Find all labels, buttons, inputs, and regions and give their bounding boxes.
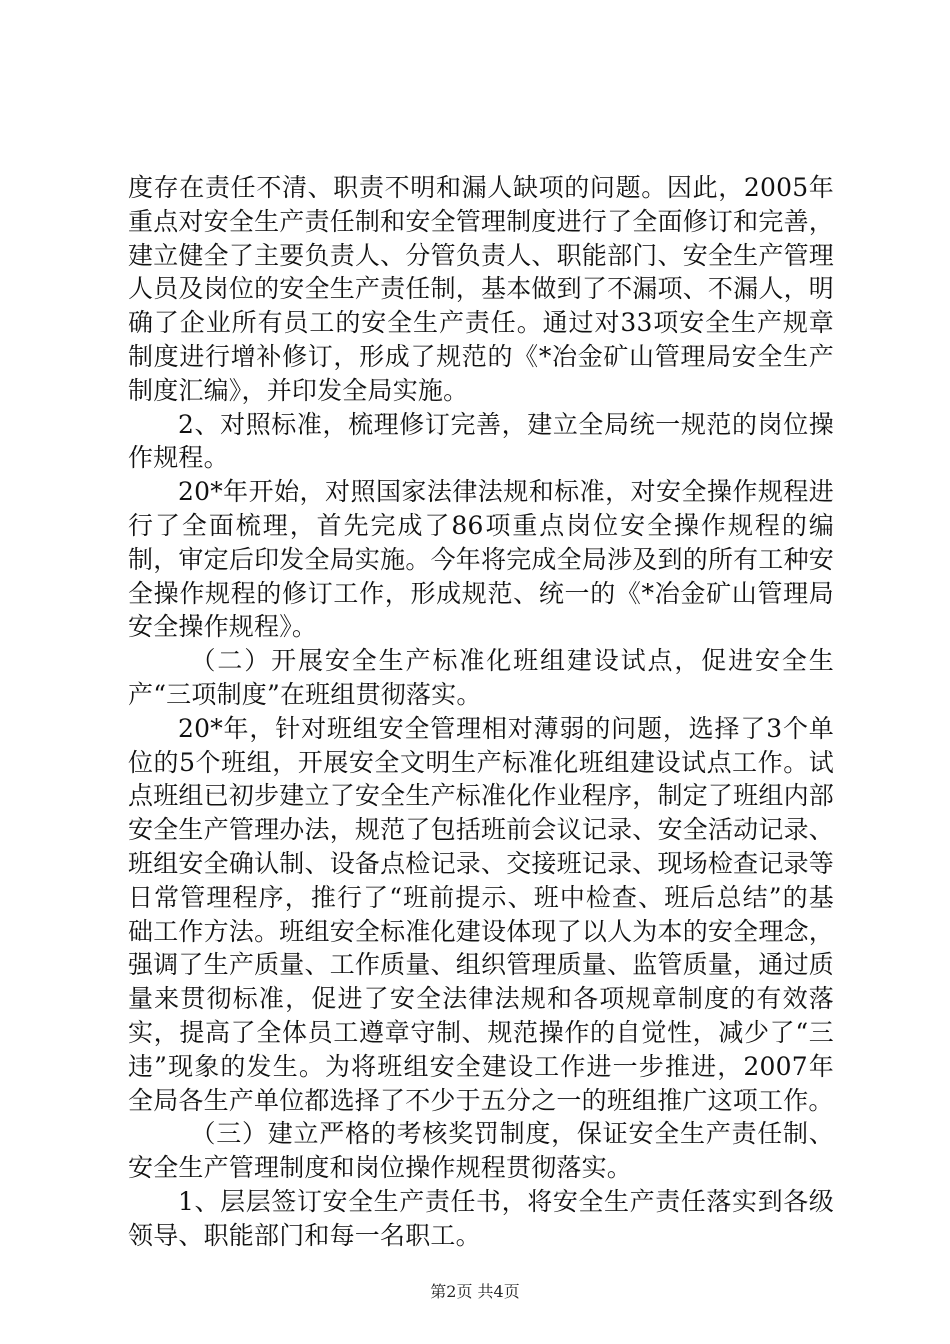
paragraph-operating-procedures: 20*年开始，对照国家法律法规和标准，对安全操作规程进行了全面梳理，首先完成了86项重点岗位安全操作规程的编制，审定后印发全局实施。今年将完成全局涉及到的所有工种安全操作规程的修订工作，形成规范、统一的《*冶金矿山管理局安全操作规程》。 [128,477,834,642]
paragraph-responsibility-revision: 度存在责任不清、职责不明和漏人缺项的问题。因此，2005年重点对安全生产责任制和安全管理制度进行了全面修订和完善，建立健全了主要负责人、分管负责人、职能部门、安全生产管理人员及岗位的安全生产责任制，基本做到了不漏项、不漏人，明确了企业所有员工的安全生产责任。通过对33项安全生产规章制度进行增补修订，形成了规范的《*冶金矿山管理局安全生产制度汇编》，并印发全局实施。 [128,173,834,405]
paragraph-team-standardization: 20*年，针对班组安全管理相对薄弱的问题，选择了3个单位的5个班组，开展安全文明生产标准化班组建设试点工作。试点班组已初步建立了安全生产标准化作业程序，制定了班组内部安全生产管理办法，规范了包括班前会议记录、安全活动记录、班组安全确认制、设备点检记录、交接班记录、现场检查记录等日常管理程序，推行了“班前提示、班中检查、班后总结”的基础工作方法。班组安全标准化建设体现了以人为本的安全理念，强调了生产质量、工作质量、组织管理质量、监管质量，通过质量来贯彻标准，促进了安全法律法规和各项规章制度的有效落实，提高了全体员工遵章守制、规范操作的自觉性，减少了“三违”现象的发生。为将班组安全建设工作进一步推进，2007年全局各生产单位都选择了不少于五分之一的班组推广这项工作。 [128,713,834,1115]
paragraph-item-1-heading: 1、层层签订安全生产责任书，将安全生产责任落实到各级领导、职能部门和每一名职工。 [128,1186,834,1250]
section-heading-three: （三）建立严格的考核奖罚制度，保证安全生产责任制、安全生产管理制度和岗位操作规程贯彻落实。 [128,1119,834,1183]
section-heading-two: （二）开展安全生产标准化班组建设试点，促进安全生产“三项制度”在班组贯彻落实。 [128,646,834,709]
paragraph-item-2-heading: 2、对照标准，梳理修订完善，建立全局统一规范的岗位操作规程。 [128,409,834,473]
document-body [128,171,834,1253]
page-number-footer: 第2页 共4页 [430,1282,520,1301]
